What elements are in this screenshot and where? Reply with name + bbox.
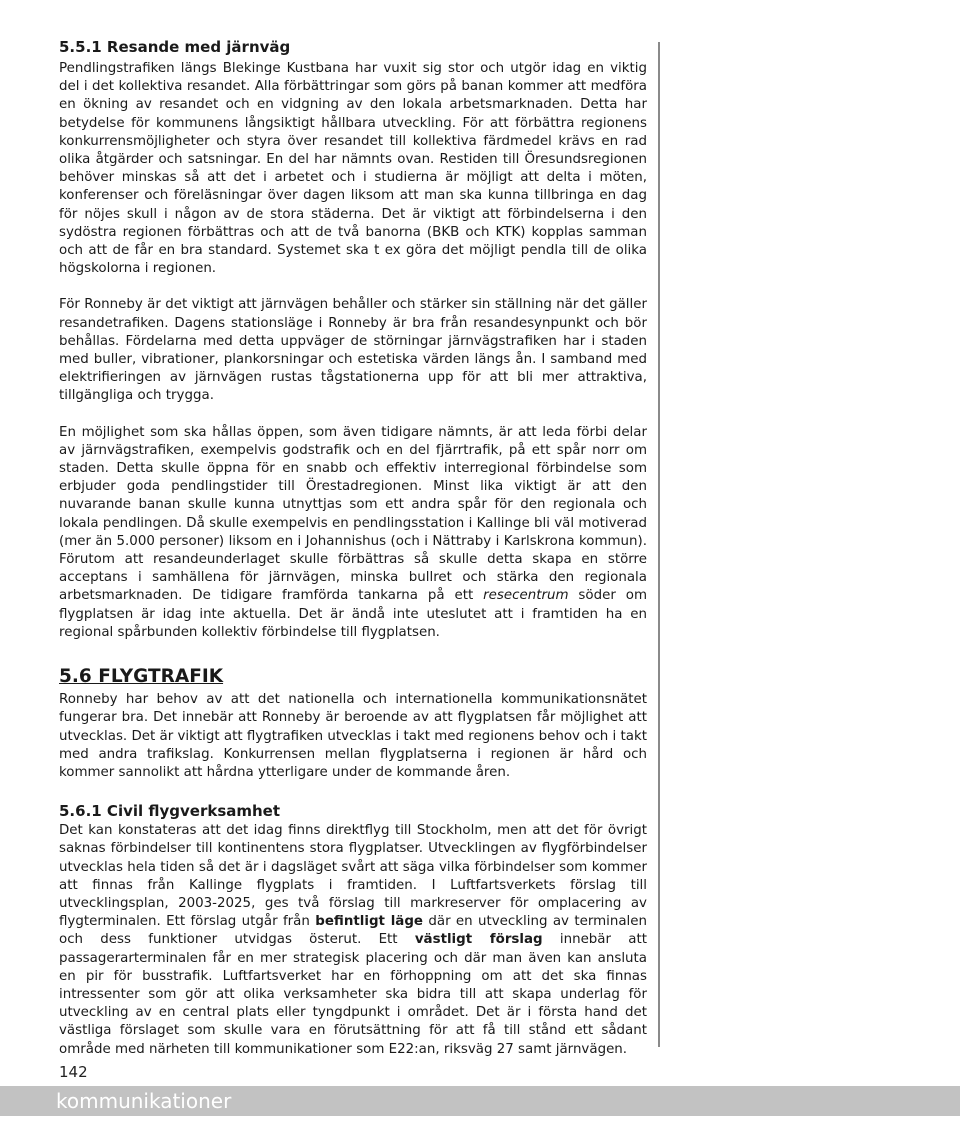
paragraph-civil-flyg-part-2: där en utveckling av terminalen och dess funktioner utvidgas österut. Ett [59, 914, 647, 948]
paragraph-flygtrafik: Ronneby har behov av att det nationella och internationella kommunikationsnätet fungerar bra. Det innebär att Ronneby är beroende av att flygplatsen får möjlighet att utvecklas. Det är viktigt att flygtrafiken utvecklas i takt med regionens behov och i takt med andra trafikslag. Konkurrensen mellan flygplatserna i regionen är hård och kommer sannolikt att hårdna ytterligare under de kommande åren. [59, 692, 647, 780]
paragraph-resande-3 [59, 424, 647, 642]
paragraph-resande-2: För Ronneby är det viktigt att järnvägen behåller och stärker sin ställning när det gäller resandetrafiken. Dagens stationsläge i Ronneby är bra från resandesynpunkt och bör behållas. Fördelarna med detta uppväger de störningar järnvägstrafiken har i staden med buller, vibrationer, plankorsningar och estetiska värden längs ån. I samband med elektrifieringen av järnvägen rustas tågstationerna upp för att bli mer attraktiva, tillgängliga och trygga. [59, 297, 647, 404]
section-heading-5-6: 5.6 FLYGTRAFIK [59, 666, 224, 688]
chapter-label: kommunikationer [56, 1089, 232, 1113]
column-divider [658, 42, 660, 1047]
paragraph-resande-3-part-1: En möjlighet som ska hållas öppen, som även tidigare nämnts, är att leda förbi delar av järnvägstrafiken, exempelvis godstrafik och en del fjärrtrafik, på ett spår norr om staden. Detta skulle öppna för en snabb och effektiv interregional förbindelse som erbjuder goda pendlingstider till Örestadregionen. Minst lika viktigt är att den nuvarande banan skulle kunna utnyttjas som ett andra spår för den regionala och lokala pendlingen. Då skulle exempelvis en pendlingsstation i Kallinge bli väl motiverad (mer än 5.000 personer) liksom en i Johannishus (och i Nättraby i Karlskrona kommun). Förutom att resandeunderlaget skulle förbättras så skulle detta skapa en större acceptans i samhällena för järnvägen, minska bullret och stärka den regionala arbetsmarknaden. De tidigare framförda tankarna på ett [59, 424, 647, 604]
section-heading-5-6-1: 5.6.1 Civil flygverksamhet [59, 802, 281, 821]
paragraph-civil-flyg-part-1: Det kan konstateras att det idag finns direktflyg till Stockholm, men att det för övrigt saknas förbindelser till kontinentens stora flygplatser. Utvecklingen av flygförbindelser utvecklas hela tiden så det är i dagsläget svårt att säga vilka förbindelser som kommer att finnas från Kallinge flygplats i framtiden. I Luftfartsverkets förslag till utvecklingsplan, 2003-2025, ges två förslag till markreserver för omplacering av flygterminalen. Ett förslag utgår från [59, 823, 647, 930]
section-heading-5-5-1: 5.5.1 Resande med järnväg [59, 38, 291, 56]
footer-band [0, 1086, 960, 1116]
paragraph-resande-1: Pendlingstrafiken längs Blekinge Kustbana har vuxit sig stor och utgör idag en viktig del i det kollektiva resandet. Alla förbättringar som görs på banan kommer att medföra en ökning av resandet och en vidgning av den lokala arbetsmarknaden. Detta har betydelse för kommunens långsiktigt hållbara utveckling. För att förbättra regionens konkurrensmöjligheter och styra över resandet till kollektiva färdmedel krävs en rad olika åtgärder och satsningar. En del har nämnts ovan. Restiden till Öresundsregionen behöver minskas så att det i arbetet och i studierna är möjligt att delta i möten, konferenser och föreläsningar över dagen liksom att man ska kunna tillbringa en dag för nöjes skull i någon av de stora städerna. Det är viktigt att förbindelserna i den sydöstra regionen förbättras och att de två banorna (BKB och KTK) kopplas samman och att de får en bra standard. Systemet ska t ex göra det möjligt pendla till de olika högskolorna i regionen. [59, 61, 647, 277]
page-number: 142 [59, 1063, 88, 1081]
befintligt-lage-emphasis: befintligt läge [315, 914, 423, 930]
paragraph-civil-flyg-part-3: innebär att passagerarterminalen får en mer strategisk placering och där man även kan ansluta en pir för busstrafik. Luftfartsverket har en förhoppning om att det ska finnas intressenter som gör att olika verksamheter ska bidra till att skapa underlag för utveckling av en central plats eller tyngdpunkt i området. Det är i första hand det västliga förslaget som skulle vara en förutsättning för att få till stånd ett sådant område med närheten till kommunikationer som E22:an, riksväg 27 samt järnvägen. [59, 932, 647, 1057]
resecentrum-emphasis: resecentrum [483, 588, 569, 604]
vastligt-forslag-emphasis: västligt förslag [414, 932, 543, 948]
text-column [59, 38, 647, 1059]
paragraph-civil-flyg [59, 822, 647, 1059]
paragraph-resande-3-part-2: söder om flygplatsen är idag inte aktuella. Det är ändå inte uteslutet att i framtiden ha en regional spårbunden kollektiv förbindelse till flygplatsen. [59, 588, 647, 640]
